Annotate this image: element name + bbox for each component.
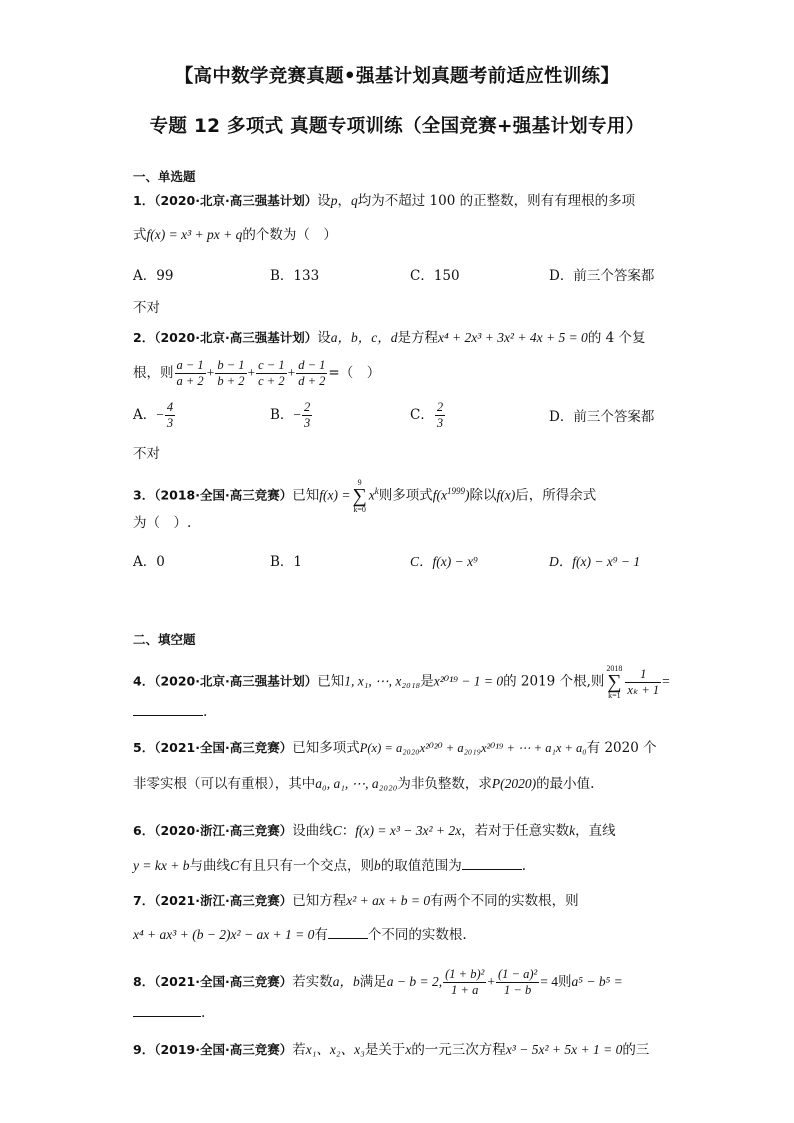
question-5-line-2: 非零实根（可以有重根），其中a₀, a₁, ⋯, a₂₀₂₀为非负整数，求P(2020)的最小值. [133, 776, 595, 792]
fraction: $\frac{b - 1}{b + 2}$ [217, 358, 245, 388]
option-b: B．− $\frac{2}{3}$ [270, 400, 311, 430]
question-9-line-1: 9．（2019·全国·高三竞赛）若x₁、x₂、x₃是关于x的一元三次方程x³ − 5x² + 5x + 1 = 0的三 [133, 1042, 650, 1058]
fraction: $\frac{\text{(1 − a)²}}{1 - b}$ [498, 967, 538, 997]
option-c: C．150 [410, 268, 460, 284]
question-7-line-1: 7．（2021·浙江·高三竞赛）已知方程x² + ax + b = 0有两个不同的实数根，则 [133, 893, 579, 909]
option-d: D．前三个答案都 [549, 409, 655, 425]
answer-blank[interactable] [462, 869, 522, 870]
question-4-line-1: 4．（2020·北京·高三强基计划）已知1, x₁, ⋯, x₂₀₁₈是x²⁰¹⁹ − 1 = 0的 2019 个根,则 2018 ∑ k=1 $\frac{1}{\text{xₖ + 1}}$ = [133, 664, 670, 700]
question-3-line-1: 3．（2018·全国·高三竞赛）已知f(x) = 9 ∑ k=0 $x^k$则多项式$f(x^{1999})$除以f(x)后，所得余式 [133, 478, 597, 514]
math-expression: f(x) = x³ + px + q [146, 227, 243, 242]
section-fill-in: 二、填空题 [133, 632, 196, 647]
answer-blank[interactable] [133, 1016, 201, 1017]
question-number: 1． [133, 193, 155, 208]
question-1-line-2: 式f(x) = x³ + px + q的个数为（ ） [133, 227, 337, 243]
document-title: 【高中数学竞赛真题•强基计划真题考前适应性训练】 [174, 66, 620, 87]
question-6-line-1: 6．（2020·浙江·高三竞赛）设曲线C：f(x) = x³ − 3x² + 2x，若对于任意实数k，直线 [133, 823, 616, 839]
fraction: $\frac{1}{\text{xₖ + 1}}$ [627, 666, 660, 697]
question-source: （2020·北京·高三强基计划） [154, 193, 318, 208]
option-b: B．1 [270, 554, 303, 570]
option-c: C． $\frac{2}{3}$ [410, 400, 444, 430]
option-d-wrap: 不对 [133, 300, 160, 316]
option-d: D．f(x) − x⁹ − 1 [549, 554, 641, 569]
fraction: $\frac{c - 1}{c + 2}$ [258, 358, 285, 388]
question-1-line-1: 1．（2020·北京·高三强基计划）设p，q均为不超过 100 的正整数，则有有理根的多项 [133, 193, 636, 209]
question-4-line-2: . [133, 702, 663, 722]
option-d-wrap: 不对 [133, 446, 160, 462]
option-a: A．0 [133, 554, 165, 570]
option-b: B．133 [270, 268, 320, 284]
option-a: A．− $\frac{4}{3}$ [133, 400, 174, 430]
answer-blank[interactable] [328, 938, 368, 939]
fraction: $\frac{\text{(1 + b)²}}{1 + a}$ [445, 967, 485, 997]
question-7-line-2: x⁴ + ax³ + (b − 2)x² − ax + 1 = 0有 个不同的实数根. [133, 927, 467, 943]
question-8-line-1: 8．（2021·全国·高三竞赛）若实数a，b满足a − b = 2, $\frac{\text{(1 + b)²}}{1 + a}$ + $\frac{\text{(1 − a)²}}{1 - b}$ = 4则a⁵ − b⁵ = [133, 967, 623, 997]
document-subtitle: 专题 12 多项式 真题专项训练（全国竞赛+强基计划专用） [149, 116, 645, 137]
answer-blank[interactable] [133, 715, 203, 716]
summation-symbol: 9 ∑ k=0 [352, 478, 367, 514]
option-d: D．前三个答案都 [549, 268, 655, 284]
summation-symbol: 2018 ∑ k=1 [606, 664, 623, 700]
section-single-choice: 一、单选题 [133, 169, 196, 184]
question-6-line-2: y = kx + b与曲线C有且只有一个交点，则b的取值范围为 . [133, 858, 527, 874]
question-3-line-2: 为（ ）. [133, 515, 192, 531]
question-2-line-1: 2．（2020·北京·高三强基计划）设a，b，c，d是方程x⁴ + 2x³ + 3x² + 4x + 5 = 0的 4 个复 [133, 330, 646, 346]
option-a: A．99 [133, 268, 174, 284]
question-5-line-1: 5．（2021·全国·高三竞赛）已知多项式P(x) = a₂₀₂₀x²⁰²⁰ + a₂₀₁₉x²⁰¹⁹ + ⋯ + a₁x + a₀有 2020 个 [133, 740, 657, 756]
question-2-line-2: 根，则 $\frac{a - 1}{a + 2}$ + $\frac{b - 1}{b + 2}$ + $\frac{c - 1}{c + 2}$ + $\frac{d - 1}{d + 2}$ =（ ） [133, 358, 381, 388]
fraction: $\frac{a - 1}{a + 2}$ [176, 358, 204, 388]
option-c: C．f(x) − x⁹ [410, 554, 478, 569]
question-8-line-2: . [133, 1003, 663, 1023]
fraction: $\frac{d - 1}{d + 2}$ [298, 358, 326, 388]
